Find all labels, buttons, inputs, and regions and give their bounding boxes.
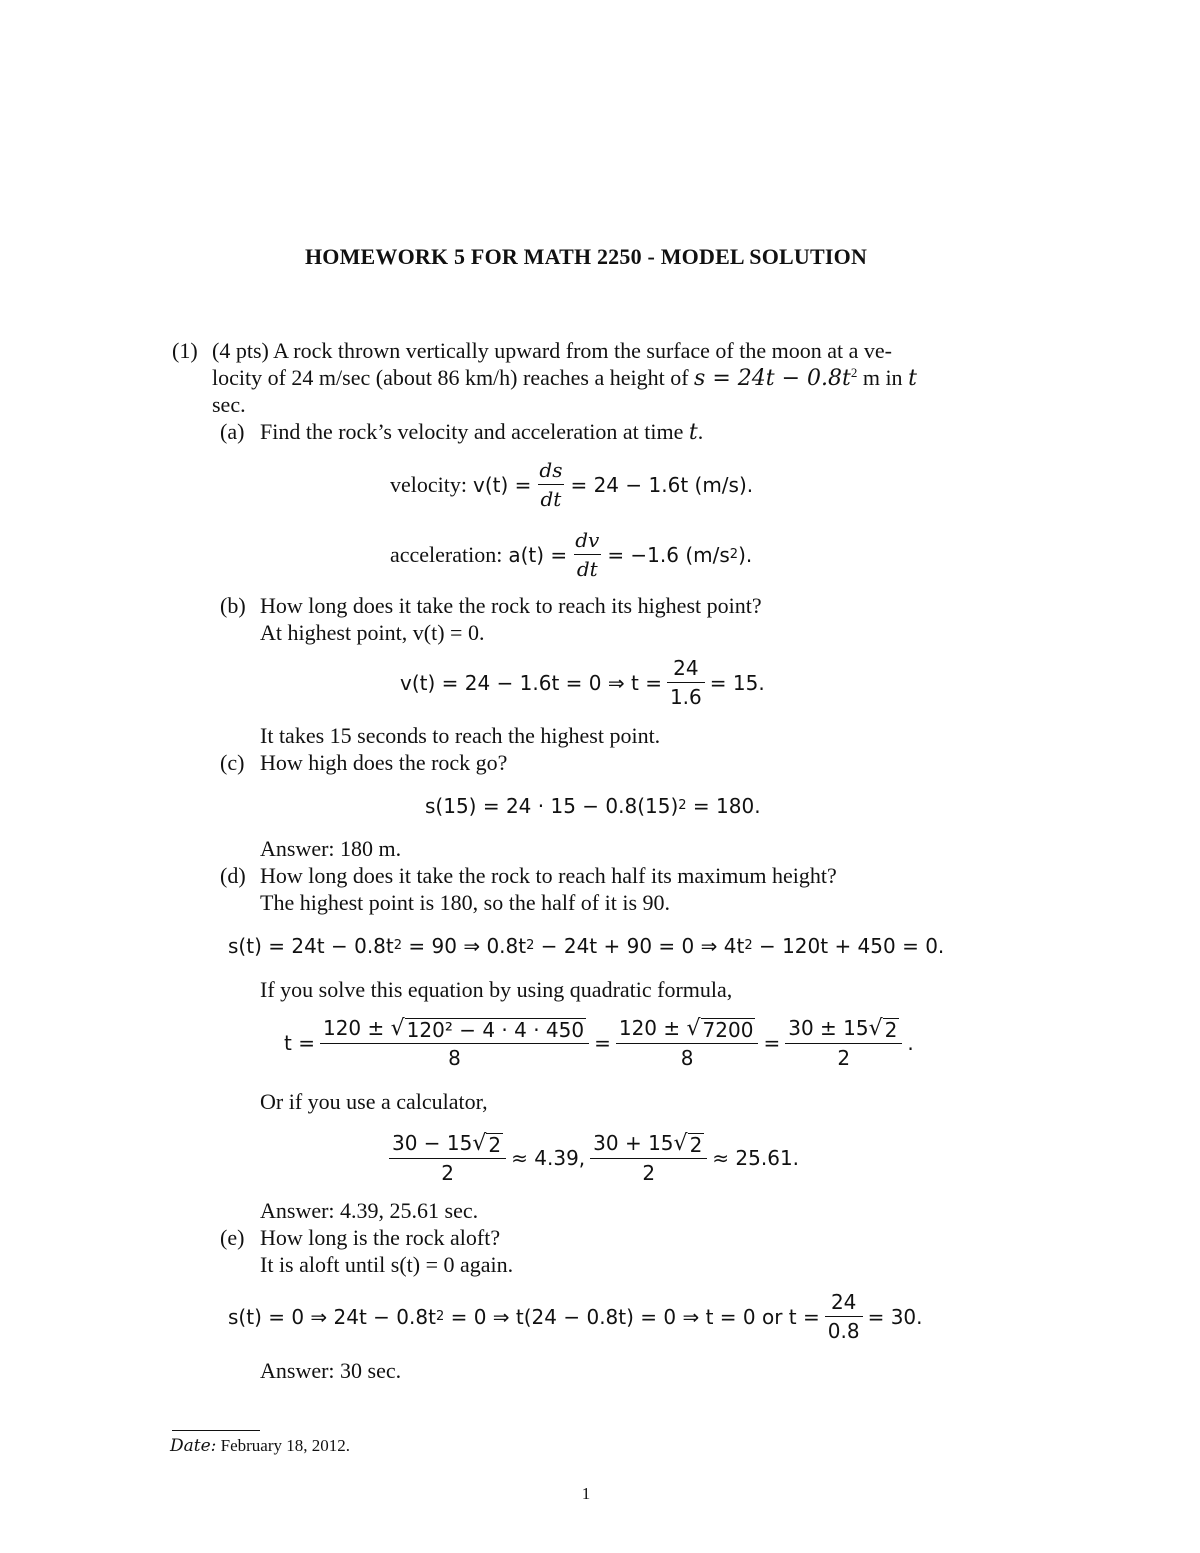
problem-number: (1) (172, 338, 198, 363)
max-height-equation: s(15) = 24 · 15 − 0.8(15) 2 = 180. (425, 794, 761, 818)
part-c-label: (c) (220, 750, 245, 775)
part-b-label: (b) (220, 593, 246, 618)
part-e-line-2: It is aloft until s(t) = 0 again. (260, 1252, 514, 1277)
part-b-answer: It takes 15 seconds to reach the highest point. (260, 723, 661, 748)
acceleration-equation: acceleration: a(t) = $\frac{dv}{dt}$ = −1.6 (m/s 2 ). (390, 528, 753, 581)
part-d-answer: Answer: 4.39, 25.61 sec. (260, 1198, 479, 1223)
problem-line-1: (4 pts) A rock thrown vertically upward from the surface of the moon at a ve- (212, 338, 892, 363)
part-d-label: (d) (220, 863, 246, 888)
part-b-question: How long does it take the rock to reach its highest point? (260, 593, 762, 618)
calculator-equation: 30 − 15 √ 2 2 ≈ 4.39, 30 + 15 √ 2 2 ≈ 25.61. (384, 1131, 799, 1185)
highest-point-equation: v(t) = 24 − 1.6t = 0 ⇒ t = $\frac{24}{1.6}$ = 15. (400, 656, 765, 709)
quadratic-formula-equation: t = 120 ± √ 120² − 4 · 4 · 450 8 = 120 ± √ 7200 8 = 30 ± 15 √ 2 2 . (284, 1016, 914, 1070)
part-d-line-2: The highest point is 180, so the half of it is 90. (260, 890, 671, 915)
part-e-answer: Answer: 30 sec. (260, 1358, 402, 1383)
part-d-line-4: Or if you use a calculator, (260, 1089, 488, 1114)
part-c-question: How high does the rock go? (260, 750, 508, 775)
page-number: 1 (581, 1484, 591, 1503)
part-b-line-2: At highest point, v(t) = 0. (260, 620, 485, 645)
part-a-question: Find the rock’s velocity and acceleration at time t. (260, 419, 704, 445)
footnote-rule (172, 1430, 260, 1431)
half-height-equation: s(t) = 24t − 0.8t 2 = 90 ⇒ 0.8t 2 − 24t + 90 = 0 ⇒ 4t 2 − 120t + 450 = 0. (228, 934, 945, 958)
part-e-question: How long is the rock aloft? (260, 1225, 501, 1250)
page-title: HOMEWORK 5 FOR MATH 2250 - MODEL SOLUTION (304, 244, 868, 269)
footnote: Date: February 18, 2012. (170, 1436, 351, 1456)
aloft-equation: s(t) = 0 ⇒ 24t − 0.8t 2 = 0 ⇒ t(24 − 0.8t) = 0 ⇒ t = 0 or t = $\frac{24}{0.8}$ = 30. (228, 1290, 923, 1343)
velocity-equation: velocity: v(t) = $\frac{ds}{dt}$ = 24 − 1.6t (m/s). (390, 458, 754, 511)
problem-line-3: sec. (212, 392, 246, 417)
part-a-label: (a) (220, 419, 245, 444)
part-d-line-3: If you solve this equation by using quadratic formula, (260, 977, 733, 1002)
part-d-question: How long does it take the rock to reach half its maximum height? (260, 863, 837, 888)
problem-line-2: locity of 24 m/sec (about 86 km/h) reaches a height of $s = 24t - 0.8t^2$ m in t (212, 365, 917, 391)
part-c-answer: Answer: 180 m. (260, 836, 402, 861)
part-e-label: (e) (220, 1225, 245, 1250)
